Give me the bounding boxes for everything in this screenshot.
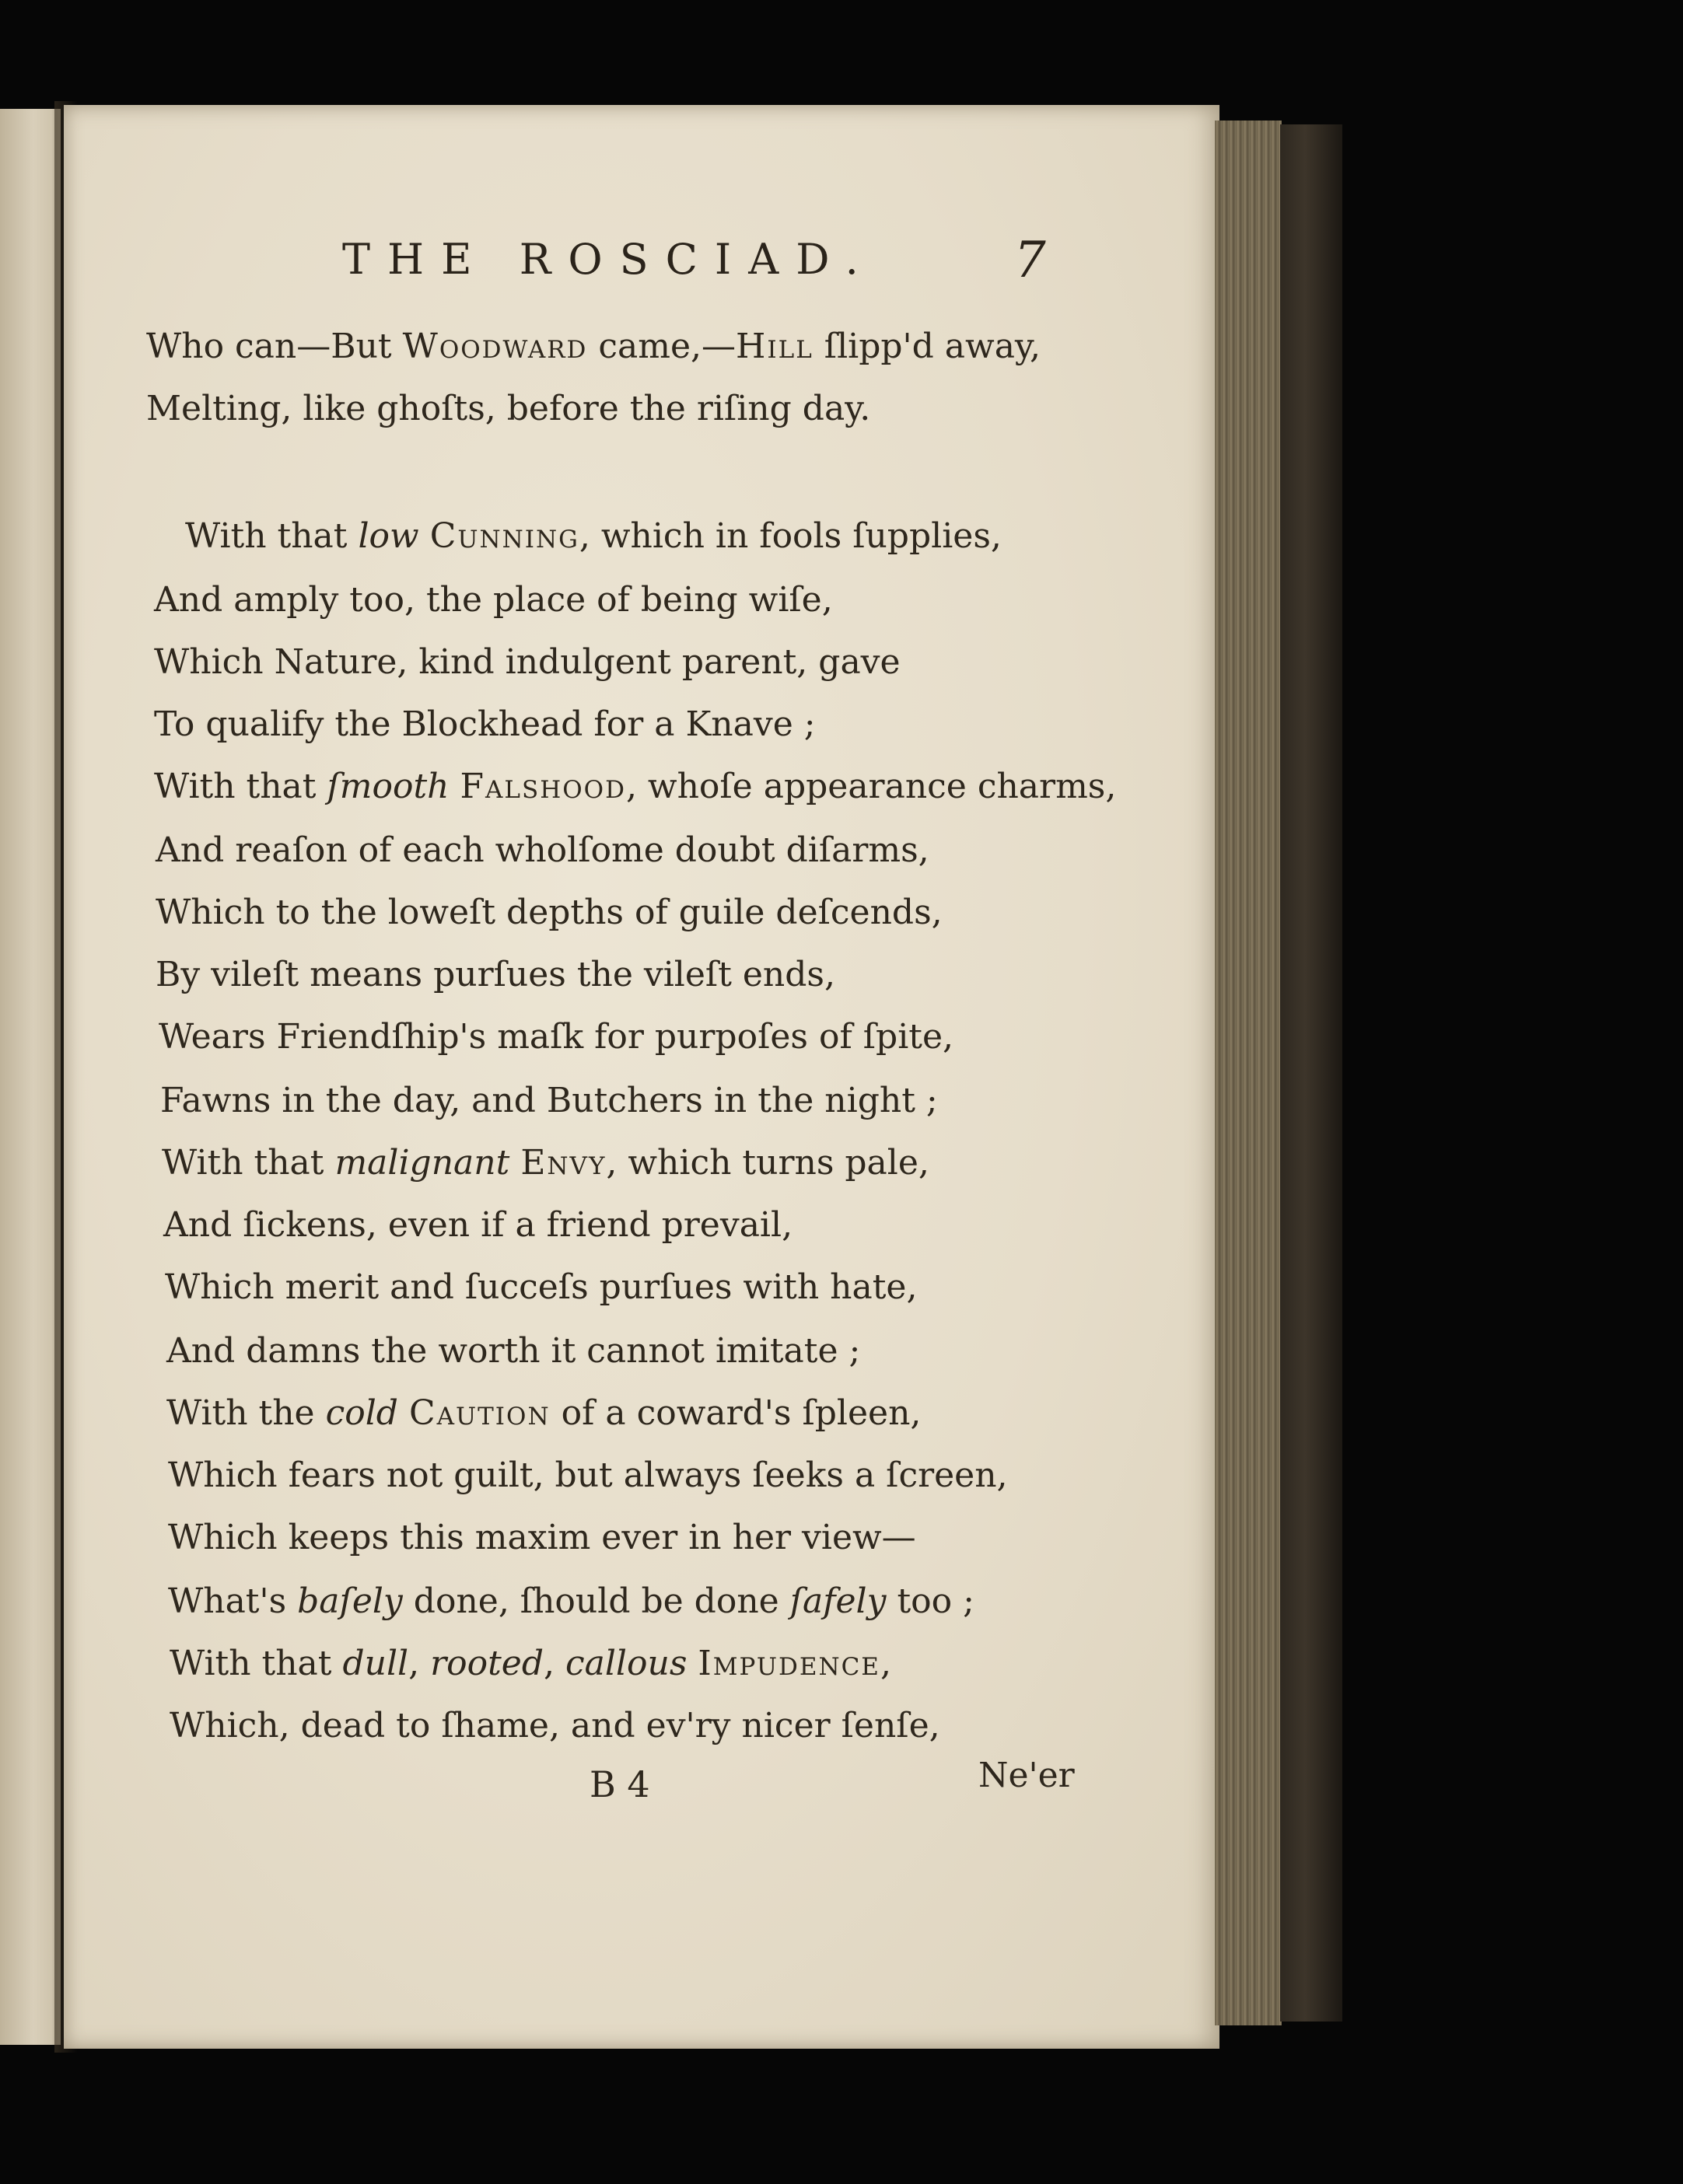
verse-line [154,642,901,682]
small-caps-name: Hill [736,327,814,366]
verse-line [156,830,929,870]
verse-line [156,893,943,932]
verse-text-segment: Which keeps this maxim ever in her view— [168,1518,916,1557]
verse-line [154,767,1117,806]
verse-line [156,955,835,994]
verse-text-segment: ſlipp'd away, [813,327,1041,366]
verse-line [154,704,816,744]
italic-word: rooted [430,1644,544,1683]
verse-text-segment: And amply too, the place of being wiſe, [154,580,833,620]
verse-line [166,1393,922,1433]
verse-text-segment: of a coward's ſpleen, [550,1393,922,1433]
verse-text-segment: What's [168,1581,298,1621]
small-caps-name: Woodward [402,327,588,366]
verse-text-segment: done, ſhould be done [402,1581,790,1621]
verse-text-segment: And damns the worth it cannot imitate ; [166,1331,861,1371]
verse-text-segment: To qualify the Blockhead for a Knave ; [154,704,816,744]
verse-line [163,1205,793,1245]
italic-word: ſafely [789,1581,887,1621]
verse-line [168,1518,916,1557]
italic-word: dull [342,1644,409,1683]
verse-text-segment: With that [185,516,359,556]
verse-line [170,1644,891,1683]
verse-text-segment: Which merit and ſucceſs purſues with hate, [165,1267,918,1307]
verse-line [168,1581,974,1621]
verse-text-segment: With the [166,1393,326,1433]
facing-page-edge [0,109,61,2045]
verse-text-segment: Which fears not guilt, but always ſeeks a ſcreen, [168,1455,1008,1495]
running-head: THE ROSCIAD. [342,235,876,284]
verse-text-segment: With that [170,1644,343,1683]
verse-text-segment: too ; [886,1581,974,1621]
verse-text-segment: With that [162,1143,335,1183]
verse-text-segment: Which to the loweſt depths of guile deſcends, [156,893,943,932]
verse-text-segment: , [408,1644,431,1683]
verse-text-segment: Melting, like ghoſts, before the riſing day. [146,389,871,428]
verse-text-segment [509,1143,520,1183]
italic-word: low [358,516,419,556]
verse-text-segment: And reaſon of each wholſome doubt diſarms, [156,830,929,870]
italic-word: ſmooth [327,767,450,806]
small-caps-word: Caution [408,1393,551,1433]
verse-text-segment: , [880,1644,891,1683]
verse-text-segment: came,— [587,327,737,366]
small-caps-word: Cunning [429,516,579,556]
verse-text-segment: By vileſt means purſues the vileſt ends, [156,955,835,994]
italic-word: baſely [297,1581,403,1621]
verse-text-segment: Wears Friendſhip's maſk for purpoſes of ſpite, [159,1017,953,1057]
verse-text-segment [398,1393,409,1433]
verse-text-segment: Fawns in the day, and Butchers in the night ; [160,1081,938,1120]
verse-text-segment: , which turns pale, [606,1143,929,1183]
catchword: Ne'er [978,1756,1075,1795]
small-caps-word: Impudence [698,1644,880,1683]
signature-mark: B 4 [590,1763,650,1805]
book-cover-edge [1280,124,1342,2022]
verse-line [166,1331,861,1371]
verse-text-segment: , which in fools ſupplies, [579,516,1002,556]
verse-line [170,1706,940,1745]
verse-text-segment: , whoſe appearance charms, [625,767,1117,806]
verse-line [168,1455,1008,1495]
verse-text-segment: Who can—But [146,327,403,366]
verse-text-segment: With that [154,767,327,806]
verse-line [162,1143,929,1183]
verse-text-segment [449,767,460,806]
verse-text-segment [687,1644,698,1683]
italic-word: callous [565,1644,688,1683]
italic-word: malignant [334,1143,510,1183]
verse-text-segment: Which, dead to ſhame, and ev'ry nicer ſenſe, [170,1706,940,1745]
verse-line [154,580,833,620]
verse-line [165,1267,918,1307]
verse-line [160,1081,938,1120]
verse-text-segment [419,516,430,556]
verse-line [185,516,1002,556]
italic-word: cold [325,1393,398,1433]
verse-text-segment: Which Nature, kind indulgent parent, gave [154,642,901,682]
verse-text-segment: And ſickens, even if a friend prevail, [163,1205,793,1245]
small-caps-word: Envy [520,1143,607,1183]
verse-line [146,389,871,428]
verse-line [159,1017,953,1057]
page-block-edges [1215,121,1282,2025]
page-number: 7 [1014,232,1046,289]
verse-text-segment: , [544,1644,565,1683]
verse-line [146,327,1041,366]
small-caps-word: Falshood [460,767,626,806]
